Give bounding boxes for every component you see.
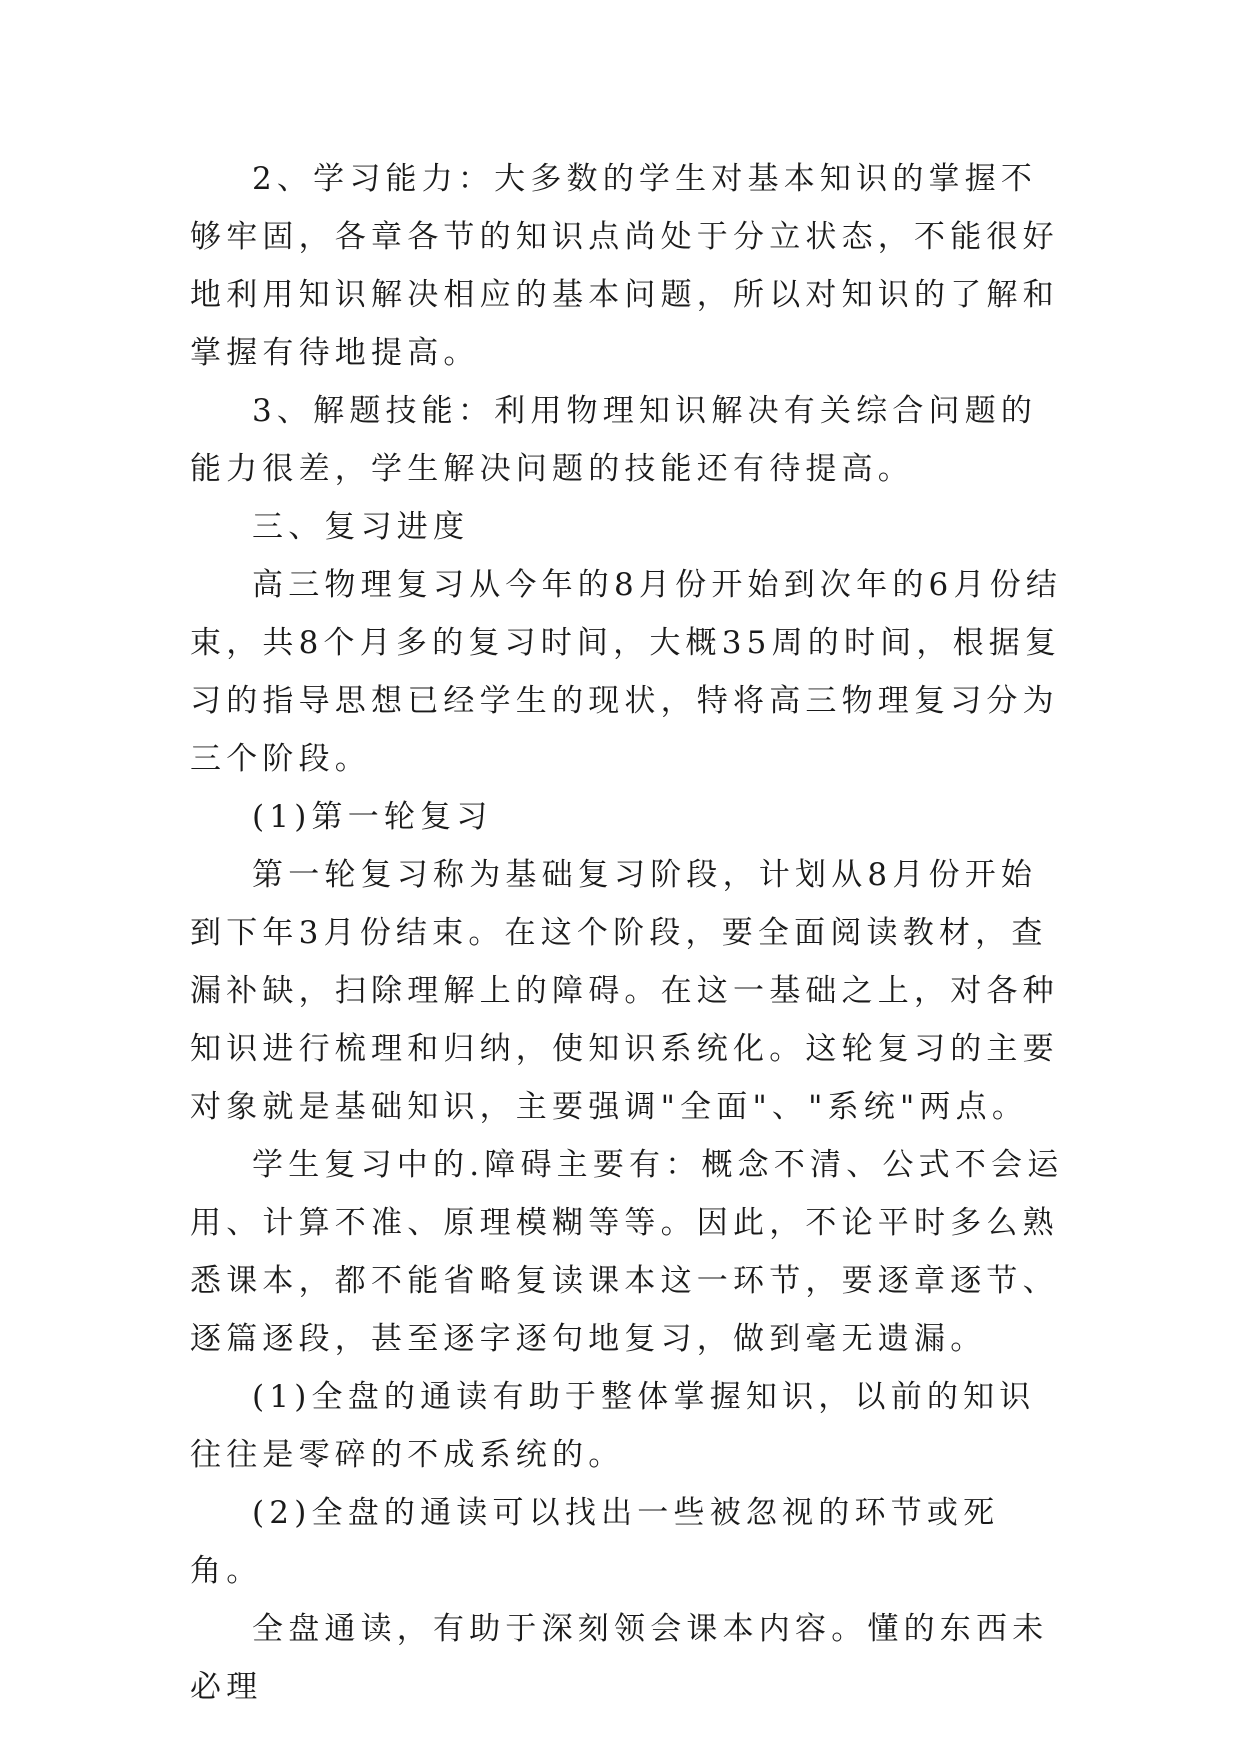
paragraph-point-one: (1)全盘的通读有助于整体掌握知识，以前的知识往往是零碎的不成系统的。	[190, 1379, 1036, 1473]
paragraph-learning-ability: 2、学习能力：大多数的学生对基本知识的掌握不够牢固，各章各节的知识点尚处于分立状态，不能很好地利用知识解决相应的基本问题，所以对知识的了解和掌握有待地提高。	[190, 161, 1059, 371]
paragraph-schedule-overview: 高三物理复习从今年的8月份开始到次年的6月份结束，共8个月多的复习时间，大概35周的时间，根据复习的指导思想已经学生的现状，特将高三物理复习分为三个阶段。	[190, 567, 1063, 777]
subheading-first-round: (1)第一轮复习	[252, 799, 493, 835]
paragraph-review-obstacles: 学生复习中的.障碍主要有：概念不清、公式不会运用、计算不准、原理模糊等等。因此，不论平时多么熟悉课本，都不能省略复读课本这一环节，要逐章逐节、逐篇逐段，甚至逐字逐句地复习，做到毫无遗漏。	[190, 1147, 1064, 1357]
document-page	[190, 150, 1070, 1716]
paragraph-problem-solving-skill: 3、解题技能：利用物理知识解决有关综合问题的能力很差，学生解决问题的技能还有待提高。	[190, 393, 1038, 487]
paragraph-full-reading: 全盘通读，有助于深刻领会课本内容。懂的东西未必理	[190, 1611, 1049, 1705]
section-heading-review-schedule: 三、复习进度	[252, 509, 470, 545]
paragraph-first-round-description: 第一轮复习称为基础复习阶段，计划从8月份开始到下年3月份结束。在这个阶段，要全面阅读教材，查漏补缺，扫除理解上的障碍。在这一基础之上，对各种知识进行梳理和归纳，使知识系统化。这轮复习的主要对象就是基础知识，主要强调"全面"、"系统"两点。	[190, 857, 1059, 1125]
paragraph-point-two: (2)全盘的通读可以找出一些被忽视的环节或死角。	[190, 1495, 1000, 1589]
